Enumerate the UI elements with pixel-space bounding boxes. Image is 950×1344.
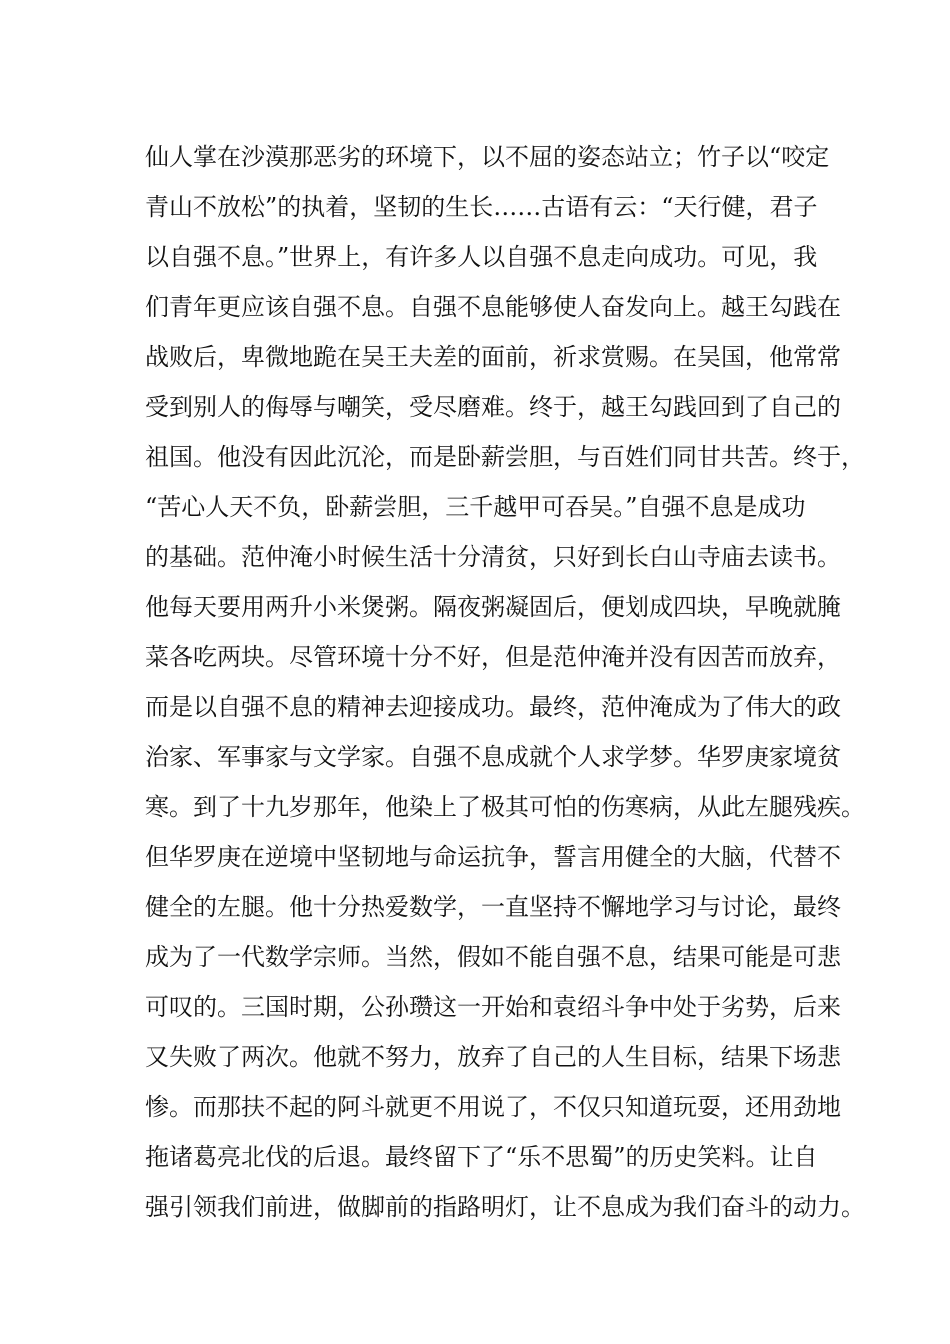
text-line: 祖国。他没有因此沉沦，而是卧薪尝胆，与百姓们同甘共苦。终于，	[145, 443, 865, 471]
text-line: 寒。到了十九岁那年，他染上了极其可怕的伤寒病，从此左腿残疾。	[145, 793, 865, 821]
text-line: 治家、军事家与文学家。自强不息成就个人求学梦。华罗庚家境贫	[145, 743, 841, 771]
text-line: 以自强不息。”世界上，有许多人以自强不息走向成功。可见，我	[145, 243, 818, 271]
text-line: 可叹的。三国时期，公孙瓒这一开始和袁绍斗争中处于劣势，后来	[145, 993, 841, 1021]
text-line: 又失败了两次。他就不努力，放弃了自己的人生目标，结果下场悲	[145, 1043, 841, 1071]
text-line: 他每天要用两升小米煲粥。隔夜粥凝固后，便划成四块，早晚就腌	[145, 593, 841, 621]
text-line: 仙人掌在沙漠那恶劣的环境下，以不屈的姿态站立；竹子以“咬定	[145, 143, 830, 171]
text-line: 受到别人的侮辱与嘲笑，受尽磨难。终于，越王勾践回到了自己的	[145, 393, 841, 421]
text-line: 青山不放松”的执着，坚韧的生长……古语有云：“天行健，君子	[145, 193, 818, 221]
text-line: “苦心人天不负，卧薪尝胆，三千越甲可吞吴。”自强不息是成功	[145, 493, 806, 521]
text-line: 健全的左腿。他十分热爱数学，一直坚持不懈地学习与讨论，最终	[145, 893, 841, 921]
text-line: 拖诸葛亮北伐的后退。最终留下了“乐不思蜀”的历史笑料。让自	[145, 1143, 818, 1171]
text-line: 们青年更应该自强不息。自强不息能够使人奋发向上。越王勾践在	[145, 293, 841, 321]
text-line: 强引领我们前进，做脚前的指路明灯，让不息成为我们奋斗的动力。	[145, 1193, 865, 1221]
text-line: 但华罗庚在逆境中坚韧地与命运抗争，誓言用健全的大脑，代替不	[145, 843, 841, 871]
text-line: 的基础。范仲淹小时候生活十分清贫，只好到长白山寺庙去读书。	[145, 543, 841, 571]
text-line: 菜各吃两块。尽管环境十分不好，但是范仲淹并没有因苦而放弃，	[145, 643, 841, 671]
text-line: 战败后，卑微地跪在吴王夫差的面前，祈求赏赐。在吴国，他常常	[145, 343, 841, 371]
text-line: 惨。而那扶不起的阿斗就更不用说了，不仅只知道玩耍，还用劲地	[145, 1093, 841, 1121]
text-line: 成为了一代数学宗师。当然，假如不能自强不息，结果可能是可悲	[145, 943, 841, 971]
essay-paragraph	[145, 132, 865, 1232]
text-line: 而是以自强不息的精神去迎接成功。最终，范仲淹成为了伟大的政	[145, 693, 841, 721]
